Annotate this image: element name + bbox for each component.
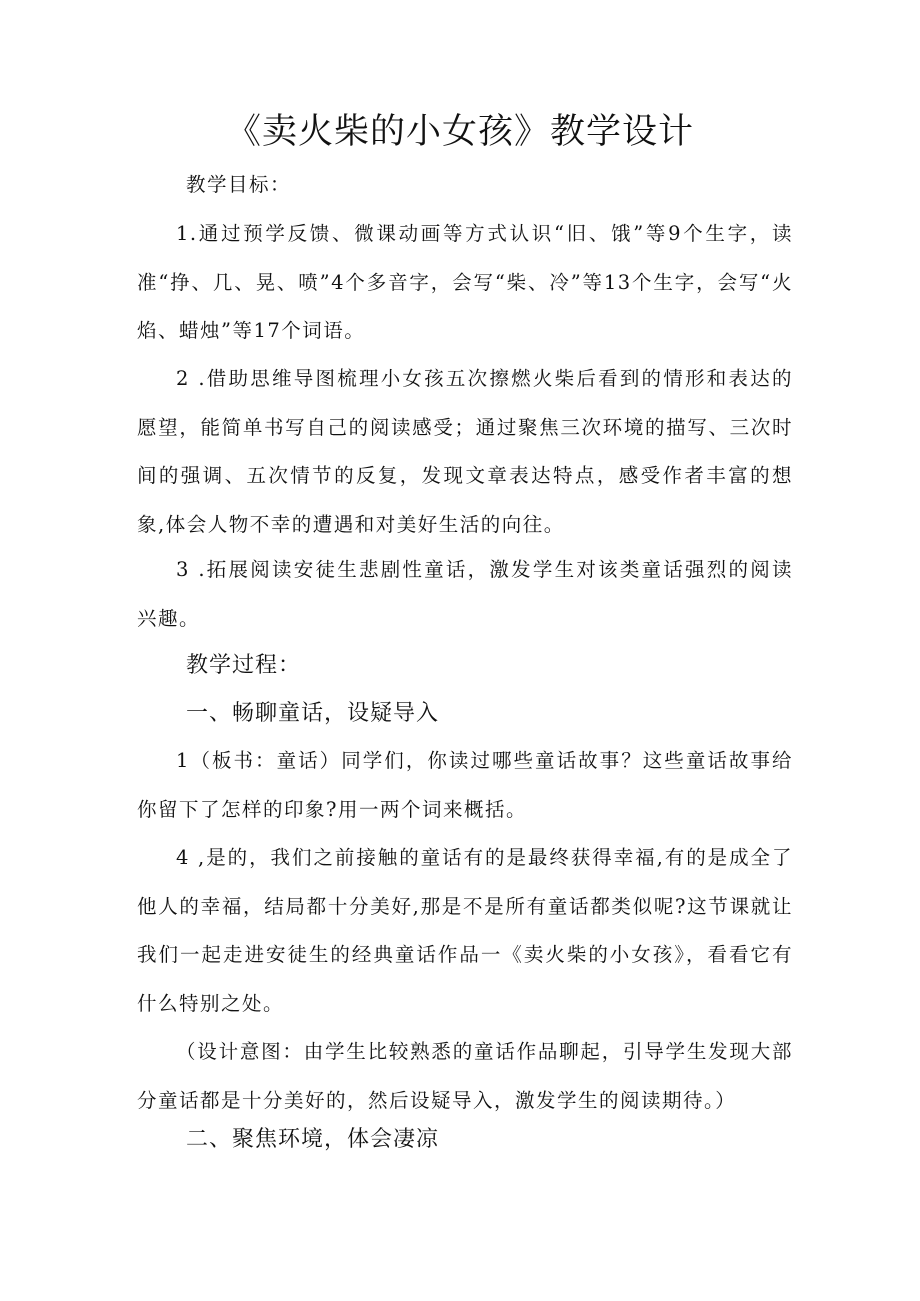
document-title: 《卖火柴的小女孩》教学设计 [225,112,694,152]
process-heading: 教学过程： [186,653,302,678]
section-2-heading: 二、聚焦环境，体会凄凉 [186,1127,440,1152]
objective-item-2: 2 .借助思维导图梳理小女孩五次擦燃火柴后看到的情形和表达的愿望，能简单书写自己的阅读感受；通过聚焦三次环境的描写、三次时间的强调、五次情节的反复，发现文章表达特点，感受作者丰富的想象,体会人物不幸的遭遇和对美好生活的向往。 [137,367,793,536]
design-intent-note: （设计意图：由学生比较熟悉的童话作品聊起，引导学生发现大部分童话都是十分美好的，然后设疑导入，激发学生的阅读期待。） [137,1040,793,1112]
section-1-heading: 一、畅聊童话，设疑导入 [186,701,440,726]
objectives-label: 教学目标： [186,173,292,196]
objective-item-1: 1.通过预学反馈、微课动画等方式认识“旧、饿”等9个生字，读准“挣、几、晃、喷”4个多音字，会写“柴、冷”等13个生字，会写“火焰、蜡烛”等17个词语。 [137,222,793,342]
section-1-paragraph-2: 4 ,是的，我们之前接触的童话有的是最终获得幸福,有的是成全了他人的幸福，结局都十分美好,那是不是所有童话都类似呢?这节课就让我们一起走进安徒生的经典童话作品一《卖火柴的小女孩》，看看它有什么特别之处。 [137,846,793,1015]
section-1-paragraph-1: 1（板书：童话）同学们，你读过哪些童话故事？这些童话故事给你留下了怎样的印象?用一两个词来概括。 [137,749,793,821]
objective-item-3: 3 .拓展阅读安徒生悲剧性童话，激发学生对该类童话强烈的阅读兴趣。 [137,558,793,630]
